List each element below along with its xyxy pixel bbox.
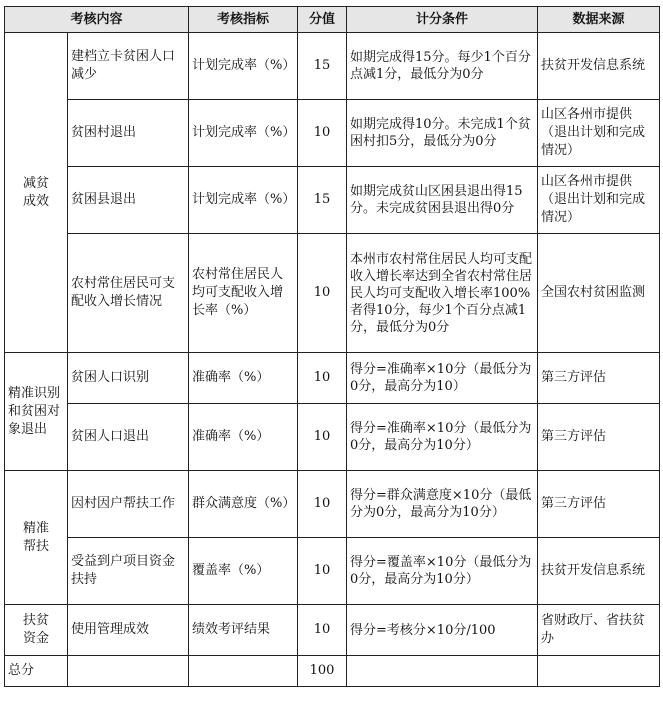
score-cell: 10	[298, 404, 347, 471]
total-row	[5, 656, 660, 687]
source-cell: 山区各州市提供（退出计划和完成情况）	[538, 167, 660, 234]
condition-cell: 得分=准确率×10分（最低分为0分，最高分为10）	[347, 353, 538, 404]
table-row	[5, 353, 660, 404]
indicator-cell: 覆盖率（%）	[189, 538, 298, 605]
header-condition: 计分条件	[347, 7, 538, 33]
indicator-cell: 准确率（%）	[189, 404, 298, 471]
item-cell: 贫困人口识别	[68, 353, 189, 404]
empty-cell	[189, 656, 298, 687]
header-content: 考核内容	[5, 7, 189, 33]
table-row	[5, 605, 660, 656]
source-cell: 第三方评估	[538, 353, 660, 404]
item-cell: 受益到户项目资金扶持	[68, 538, 189, 605]
condition-cell: 得分=准确率×10分（最低分为0分，最高分为10分）	[347, 404, 538, 471]
score-cell: 10	[298, 605, 347, 656]
category-precise-assistance	[5, 471, 68, 605]
score-cell: 15	[298, 167, 347, 234]
category-precise-identification	[5, 353, 68, 471]
category-label: 扶贫资金	[22, 613, 49, 646]
empty-cell	[347, 656, 538, 687]
source-cell: 山区各州市提供（退出计划和完成情况）	[538, 100, 660, 167]
indicator-cell: 计划完成率（%）	[189, 100, 298, 167]
score-cell: 10	[298, 353, 347, 404]
category-poverty-reduction	[5, 33, 68, 353]
source-cell: 第三方评估	[538, 471, 660, 538]
condition-cell: 如期完成得10分。未完成1个贫困村扣5分，最低分为0分	[347, 100, 538, 167]
score-cell: 10	[298, 471, 347, 538]
indicator-cell: 群众满意度（%）	[189, 471, 298, 538]
indicator-cell: 准确率（%）	[189, 353, 298, 404]
item-cell: 建档立卡贫困人口减少	[68, 33, 189, 100]
source-cell: 扶贫开发信息系统	[538, 33, 660, 100]
category-label: 精准识别和贫困对象退出	[8, 385, 61, 437]
table-row	[5, 33, 660, 100]
item-cell: 因村因户帮扶工作	[68, 471, 189, 538]
empty-cell	[538, 656, 660, 687]
header-source: 数据来源	[538, 7, 660, 33]
category-funds	[5, 605, 68, 656]
condition-cell: 如期完成贫山区困县退出得15分。未完成贫困县退出得0分	[347, 167, 538, 234]
header-score: 分值	[298, 7, 347, 33]
category-label: 减贫成效	[22, 175, 49, 209]
category-label: 精准帮扶	[22, 520, 49, 554]
table-row	[5, 538, 660, 605]
condition-cell: 得分=群众满意度×10分（最低分为0分，最高分为10分）	[347, 471, 538, 538]
item-cell: 贫困村退出	[68, 100, 189, 167]
item-cell: 贫困人口退出	[68, 404, 189, 471]
condition-cell: 如期完成得15分。每少1个百分点减1分，最低分为0分	[347, 33, 538, 100]
table-header-row	[5, 7, 660, 33]
source-cell: 全国农村贫困监测	[538, 234, 660, 353]
condition-cell: 本州市农村常住居民人均可支配收入增长率达到全省农村常住居民人均可支配收入增长率100%者得10分，每少1个百分点减1分，最低分为0分	[347, 234, 538, 353]
item-cell: 贫困县退出	[68, 167, 189, 234]
indicator-cell: 绩效考评结果	[189, 605, 298, 656]
table-row	[5, 404, 660, 471]
assessment-table	[4, 6, 660, 687]
indicator-cell: 计划完成率（%）	[189, 167, 298, 234]
condition-cell: 得分=覆盖率×10分（最低分为0分，最高分为10分）	[347, 538, 538, 605]
indicator-cell: 计划完成率（%）	[189, 33, 298, 100]
table-row	[5, 100, 660, 167]
score-cell: 10	[298, 100, 347, 167]
condition-cell: 得分=考核分×10分/100	[347, 605, 538, 656]
total-label: 总分	[5, 656, 68, 687]
indicator-cell: 农村常住居民人均可支配收入增长率（%）	[189, 234, 298, 353]
item-cell: 农村常住居民可支配收入增长情况	[68, 234, 189, 353]
table-row	[5, 234, 660, 353]
source-cell: 第三方评估	[538, 404, 660, 471]
table-row	[5, 167, 660, 234]
empty-cell	[68, 656, 189, 687]
total-score: 100	[298, 656, 347, 687]
score-cell: 15	[298, 33, 347, 100]
source-cell: 省财政厅、省扶贫办	[538, 605, 660, 656]
table-row	[5, 471, 660, 538]
header-indicator: 考核指标	[189, 7, 298, 33]
score-cell: 10	[298, 234, 347, 353]
item-cell: 使用管理成效	[68, 605, 189, 656]
score-cell: 10	[298, 538, 347, 605]
source-cell: 扶贫开发信息系统	[538, 538, 660, 605]
